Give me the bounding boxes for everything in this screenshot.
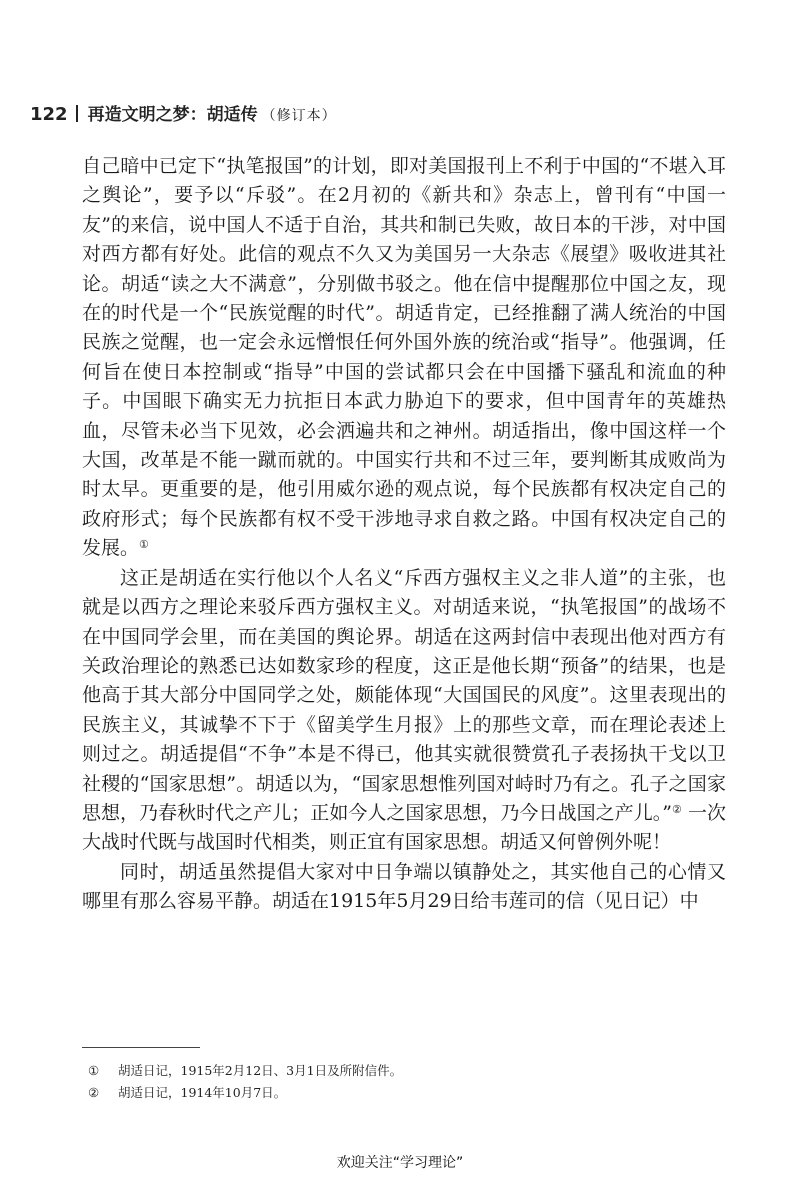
book-title: 再造文明之梦：胡适传 — [87, 105, 258, 125]
main-text — [82, 152, 726, 917]
footnote-1 — [88, 1060, 402, 1082]
paragraph-2 — [82, 564, 726, 858]
footnote-2 — [88, 1082, 402, 1104]
footnotes — [88, 1060, 402, 1104]
paragraph-3 — [82, 858, 726, 917]
paragraph-1-text: 自己暗中已定下“执笔报国”的计划，即对美国报刊上不利于中国的“不堪入耳之舆论”，要予以“斥驳”。在2月初的《新共和》杂志上，曾刊有“中国一友”的来信，说中国人不适于自治，其共和制已失败，故日本的干涉，对中国对西方都有好处。此信的观点不久又为美国另一大杂志《展望》吸收进其社论。胡适“读之大不满意”，分别做书驳之。他在信中提醒那位中国之友，现在的时代是一个“民族觉醒的时代”。胡适肯定，已经推翻了满人统治的中国民族之觉醒，也一定会永远憎恨任何外国外族的统治或“指导”。他强调，任何旨在使日本控制或“指导”中国的尝试都只会在中国播下骚乱和流血的种子。中国眼下确实无力抗拒日本武力胁迫下的要求，但中国青年的英雄热血，尽管未必当下见效，必会洒遍共和之神州。胡适指出，像中国这样一个大国，改革是不能一蹴而就的。中国实行共和不过三年，要判断其成败尚为时太早。更重要的是，他引用威尔逊的观点说，每个民族都有权决定自己的政府形式；每个民族都有权不受干涉地寻求自救之路。中国有权决定自己的发展。 — [82, 155, 726, 560]
page-number: 122 — [30, 104, 68, 125]
paragraph-2-text: 这正是胡适在实行他以个人名义“斥西方强权主义之非人道”的主张，也就是以西方之理论来驳斥西方强权主义。对胡适来说，“执笔报国”的战场不在中国同学会里，而在美国的舆论界。胡适在这两封信中表现出他对西方有关政治理论的熟悉已达如数家珍的程度，这正是他长期“预备”的结果，也是他高于其大部分中国同学之处，颇能体现“大国国民的风度”。这里表现出的民族主义，其诚挚不下于《留美学生月报》上的那些文章，而在理论表述上则过之。胡适提倡“不争”本是不得已，他其实就很赞赏孔子表扬执干戈以卫社稷的“国家思想”。胡适以为，“国家思想惟列国对峙时乃有之。孔子之国家思想，乃春秋时代之产儿；正如今人之国家思想，乃今日战国之产儿。” — [82, 566, 726, 824]
header-divider — [76, 105, 78, 122]
footnote-2-text: 胡适日记，1914年10月7日。 — [118, 1085, 287, 1100]
footnote-ref-2: ② — [671, 802, 682, 816]
paragraph-3-text: 同时，胡适虽然提倡大家对中日争端以镇静处之，其实他自己的心情又哪里有那么容易平静。胡适在1915年5月29日给韦莲司的信（见日记）中 — [82, 860, 726, 913]
paragraph-2-tail: 一次大战时代既与战国时代相类，则正宜有国家思想。胡适又何曾例外呢！ — [82, 801, 726, 854]
running-header — [30, 100, 337, 125]
footnote-2-mark: ② — [88, 1085, 100, 1100]
footnote-rule — [82, 1047, 200, 1048]
footnote-ref-1: ① — [139, 538, 149, 552]
paragraph-1 — [82, 152, 726, 564]
page-footer: 欢迎关注“学习理论” — [336, 1155, 464, 1171]
book-subtitle: （修订本） — [261, 108, 337, 124]
footnote-1-mark: ① — [88, 1063, 100, 1078]
footnote-1-text: 胡适日记，1915年2月12日、3月1日及所附信件。 — [118, 1063, 403, 1078]
